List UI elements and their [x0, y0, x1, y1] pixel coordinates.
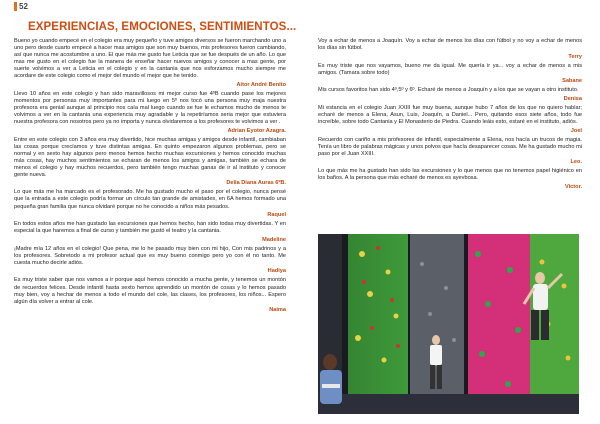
testimonial-author: Aitor André Benito [236, 81, 286, 88]
testimonial-author: Raquel [267, 212, 286, 219]
testimonial-text: ¡Madre mía 12 años en el colegio! Que pena, me lo he pasado muy bien con mi hijo, Con mis padrinos y a los profesores. Sobretodo a mi profesor actual que es muy bueno conmigo pero yo con él no tanto. Me cuesta mucho decirle adiós. [14, 245, 286, 266]
testimonial-text: Lo que más me ha marcado es el profesorado. Me ha gustado mucho el paso por el colegio, nunca pensé que la entrada a este colegio podría formar un círculo tan grande de amistades, en 6A hemos formado una pequeña gran familia que nunca olvidaré porque no he conocido a niños más pesados. [14, 189, 286, 210]
testimonial-text: Es muy triste que nos vayamos, bueno me da igual. Me quería ir ya... voy a echar de menos a mis amigos. (Tamara sobre todo) [318, 62, 582, 76]
testimonial-author: Denisa [563, 95, 582, 102]
testimonial-author: Delia Diana Auras 6ºB. [226, 180, 286, 187]
right-column [318, 38, 582, 224]
climbing-photo [318, 234, 579, 414]
testimonial-text: Mi estancia en el colegio Juan XXIII fue muy buena, aunque hubo 7 años de los que no quiero hablar; echaré de menos a Elena, Asun, Luis, Joaquín, a Daniel... Pero, quitando esos siete años, todo fue increíble, sobre todo Cantania y El Monasterio de Piedra. Cuando leáis esto, estaré en el instituto, adiós. [318, 104, 582, 125]
left-column [14, 38, 286, 410]
testimonial-text: Lo que más me ha gustado han sido las excursiones y lo que menos que no tenemos papel higiénico en los baños. A la persona que más echaré de menos es ayevbosa. [318, 168, 582, 182]
testimonial-text: Llevo 10 años en este colegio y han sido maravillosos mi mejor curso fue 4ºB cuando pase los mejores momentos por personas muy importantes para mi luego en 5º nos tocó una persona muy maja nuestra profesora era genial aunque al principio nos caía mal luego cuando se fue le echamos mucho de menos te volvimos a ver en la cantania una experiencia muy agradable y la repetiríamos seria mejor que estuviera nuestra profesora con nosotros pero ya no importa y nunca olvidaremos a los profesores te volvimos a ver . [14, 90, 286, 126]
testimonial-author: Madeline [262, 236, 286, 243]
testimonial-text: Recuerdo con cariño a mis profesores de infantil, especialmente a Elena, nos hacía un trucos de magia. Tenía un libro de palabras mágicas y unos polvos que hacía desaparecer cosas. Me ha gustado mucho mi paso por el Juan XXIII. [318, 136, 582, 157]
page-number [14, 2, 28, 11]
testimonial-author: Sabane [562, 78, 582, 85]
testimonial-author: Adrian Eyotor Azagra. [227, 127, 286, 134]
testimonial-author: Victor. [565, 183, 582, 190]
testimonial-text: Es muy triste saber que nos vamos a ir porque aquí hemos conocido a mucha gente, y tenemos un montón de recuerdos felices. Desde infantil hasta sexto hemos aprendido un montón de cosas y lo hemos pasado muy bien, voy a hechar de menos a todo el mundo del cole, las clases, los profesores, los niños... Espero algún día volver a entrar al cole. [14, 277, 286, 305]
testimonial-text: En todos estos años me han gustado las excursiones que hemos hecho, han sido todas muy divertidas. Y en especial la que haremos a final de curso y también me gustó el teatro y la cantania. [14, 221, 286, 235]
testimonial-author: Terry [568, 53, 582, 60]
page-number-text: 52 [19, 2, 28, 11]
testimonial-author: Naima [269, 307, 286, 314]
testimonial-text: Entre en este colegio con 3 años era muy divertido, hice muchas amigas y amigos desde infantil, cambiaban las cosas porque crecíamos y tuve distintas amigas. En quinto empezaron algunos problemas, pero se normal y en sexto hay algunos pero menos hemos hecho muchas excursiones y hemos conocido muchas más cosas, hay muchos sentimientos se echaran de menos los amigos y amigas, también se echara de menos el colegio y hay muchos recuerdos, pero también tengo muchas ganas de ir al instituto y conocer gente nueva. [14, 136, 286, 178]
testimonial-author: Leo. [570, 159, 582, 166]
testimonial-text: Mis cursos favoritos han sido 4º,5º y 6º. Echaré de menos a Joaquín y a los que se vayan a otro instituto. [318, 87, 579, 94]
testimonial-text: Voy a echar de menos a Joaquín. Voy a echar de menos los días con fútbol y no voy a echar de menos los días sin fútbol. [318, 38, 582, 52]
page-title: EXPERIENCIAS, EMOCIONES, SENTIMIENTOS... [28, 21, 297, 33]
testimonial-author: Hadiya [267, 268, 286, 275]
climbing-wall-illustration [318, 234, 579, 414]
page-number-marker [14, 2, 17, 11]
testimonial-author: Joel [570, 127, 582, 134]
testimonial-text: Bueno yo cuando empecé en el colegio era muy pequeño y tuve amigos diversos se fueron marchando uno a uno pero desde cuarto empecé a hacer mas amigos que son muy buenos, mis profesores fueron cambiando, así que nunca me acostumbre a uno. El que más me gusto fue Leticia que se fue después de un año. Lo que mas me gusto en el colegio fue la manera de enseñar hacer nuevos amigos y conocer a mas gente, por suerte volvimos a ver a Leticia en el colegio y en la cantania que nos esforzamos mucho siempre me acordare de este colegio como el mejor del mundo el mejor que he tenido. [14, 38, 286, 80]
